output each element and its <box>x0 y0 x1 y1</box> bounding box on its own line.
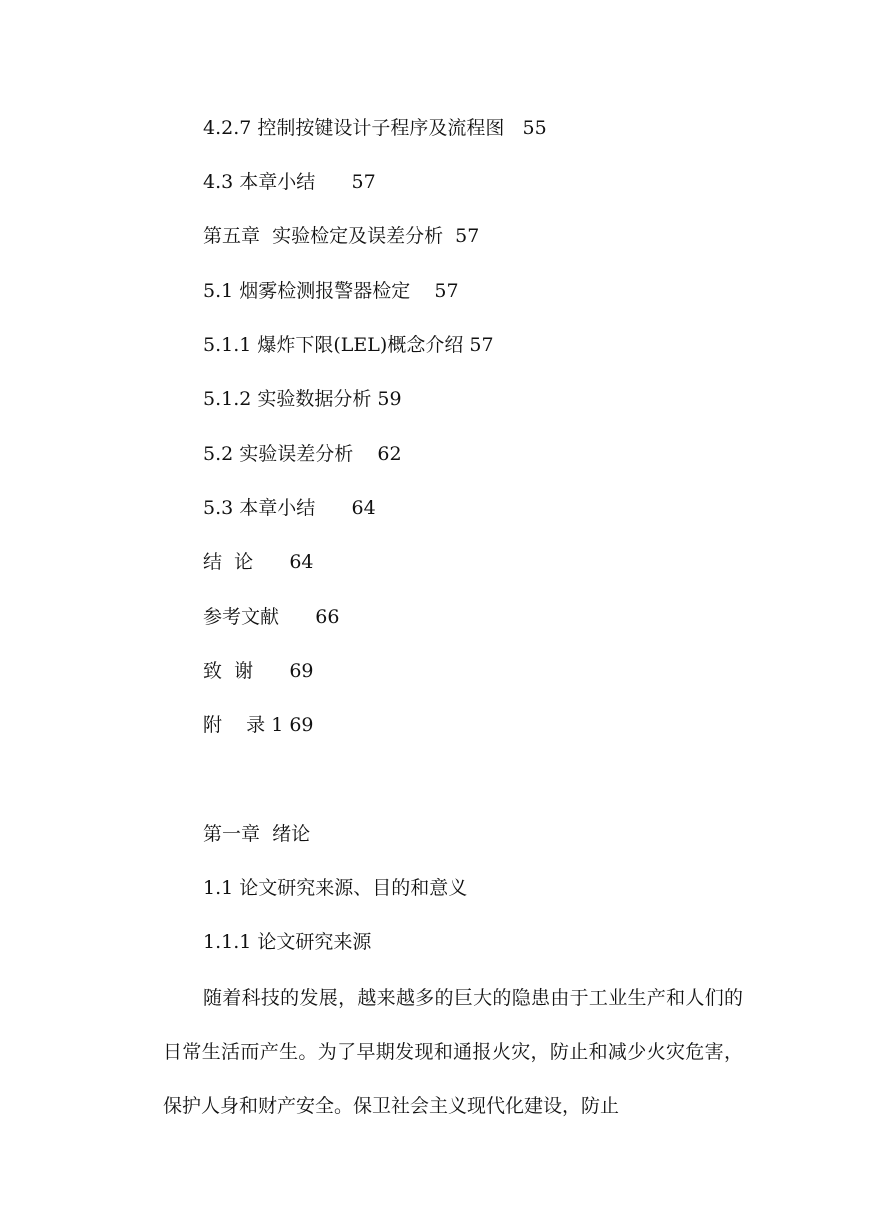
toc-entry-5-1-2: 5.1.2 实验数据分析 59 <box>203 388 402 410</box>
body-paragraph: 随着科技的发展，越来越多的巨大的隐患由于工业生产和人们的日常生活而产生。为了早期发现和通报火灾，防止和减少火灾危害，保护人身和财产安全。保卫社会主义现代化建设，防止 <box>163 987 743 1117</box>
toc-entry-references: 参考文献 66 <box>203 606 340 628</box>
toc-entry-5-1-1: 5.1.1 爆炸下限(LEL)概念介绍 57 <box>203 334 494 356</box>
toc-entry-appendix: 附 录 1 69 <box>203 714 314 736</box>
chapter-title: 第一章 绪论 <box>203 823 311 845</box>
toc-entry-5-1: 5.1 烟雾检测报警器检定 57 <box>203 280 459 302</box>
toc-entry-5-3: 5.3 本章小结 64 <box>203 497 376 519</box>
subsection-title: 1.1.1 论文研究来源 <box>203 931 372 953</box>
toc-entry-4-3: 4.3 本章小结 57 <box>203 171 376 193</box>
toc-entry-acknowledgements: 致 谢 69 <box>203 660 314 682</box>
toc-entry-4-2-7: 4.2.7 控制按键设计子程序及流程图 55 <box>203 117 547 139</box>
toc-entry-5-2: 5.2 实验误差分析 62 <box>203 443 402 465</box>
toc-entry-chapter-5: 第五章 实验检定及误差分析 57 <box>203 225 480 247</box>
toc-entry-conclusion: 结 论 64 <box>203 551 314 573</box>
section-title: 1.1 论文研究来源、目的和意义 <box>203 877 468 899</box>
